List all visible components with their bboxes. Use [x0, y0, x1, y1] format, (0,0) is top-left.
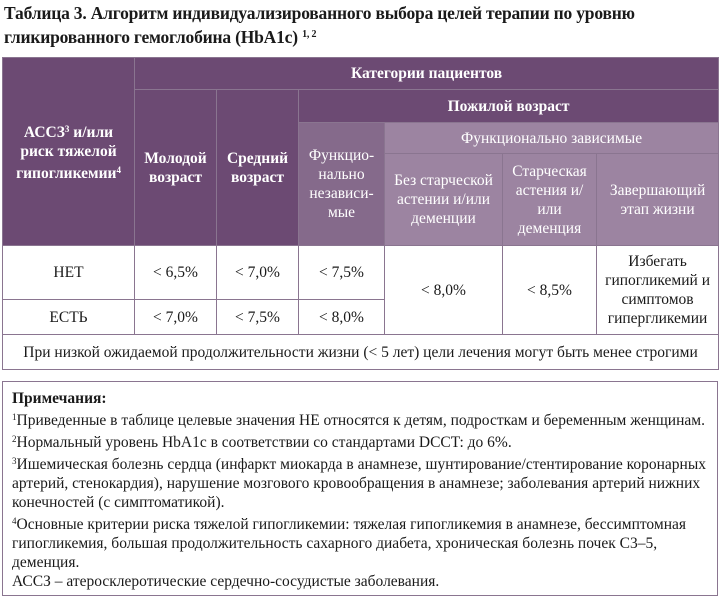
value-independent-yes: < 8,0% — [299, 300, 385, 335]
middle-age-header: Средний возраст — [217, 90, 299, 246]
value-young-no: < 6,5% — [135, 246, 217, 300]
value-middle-yes: < 7,5% — [217, 300, 299, 335]
notes-heading: Примечания: — [12, 390, 107, 407]
note-4: $^4$Основные критерии риска тяжелой гипогликемии: тяжелая гипогликемия в анамнезе, бессимптомная гипогликемия, большая продолжительность сахарного диабета, хроническая болезнь почек С3–5, деменция. — [12, 516, 687, 571]
frailty-header: Старческая астения и/или деменция — [503, 154, 597, 246]
value-no-frailty: < 8,0% — [385, 246, 503, 335]
table-title — [4, 3, 716, 48]
young-age-header: Молодой возраст — [135, 90, 217, 246]
func-dependent-header: Функционально зависимые — [385, 123, 719, 154]
risk-column-header: АССЗ$^3$ и/или риск тяжелой гипогликемии$^4$ — [3, 58, 135, 246]
value-independent-no: < 7,5% — [299, 246, 385, 300]
value-young-yes: < 7,0% — [135, 300, 217, 335]
no-frailty-header: Без старческой астении и/или деменции — [385, 154, 503, 246]
life-expectancy-note: При низкой ожидаемой продолжительности жизни (< 5 лет) цели лечения могут быть менее строгими — [3, 335, 719, 370]
note-abbreviation: АССЗ – атеросклеротические сердечно-сосудистые заболевания. — [12, 573, 440, 590]
value-end-of-life: Избегать гипогликемий и симптомов гипергликемии — [597, 246, 719, 335]
patient-categories-header: Категории пациентов — [135, 58, 719, 90]
note-1: $^1$Приведенные в таблице целевые значения НЕ относятся к детям, подросткам и беременным женщинам. — [12, 412, 705, 429]
notes-section — [2, 381, 718, 596]
note-3: $^3$Ишемическая болезнь сердца (инфаркт миокарда в анамнезе, шунтирование/стентирование коронарных артерий, стенокардия), нарушение мозгового кровообращения в анамнезе; заболевания артерий нижних конечностей (с симптоматикой). — [12, 456, 706, 511]
end-of-life-header: Завершающий этап жизни — [597, 154, 719, 246]
elderly-header: Пожилой возраст — [299, 90, 719, 123]
hba1c-targets-table — [2, 57, 719, 370]
table-title-text: Таблица 3. Алгоритм индивидуализированного выбора целей терапии по уровню гликированного гемоглобина (HbA1c) — [4, 3, 635, 47]
note-2: $^2$Нормальный уровень HbA1c в соответствии со стандартами DCCT: до 6%. — [12, 434, 512, 451]
value-middle-no: < 7,0% — [217, 246, 299, 300]
table-row — [3, 246, 719, 300]
table-title-sup: 1, 2 — [302, 29, 317, 40]
row-label-yes: ЕСТЬ — [3, 300, 135, 335]
row-label-no: НЕТ — [3, 246, 135, 300]
value-frailty: < 8,5% — [503, 246, 597, 335]
func-independent-header: Функцио-нально независи-мые — [299, 123, 385, 246]
